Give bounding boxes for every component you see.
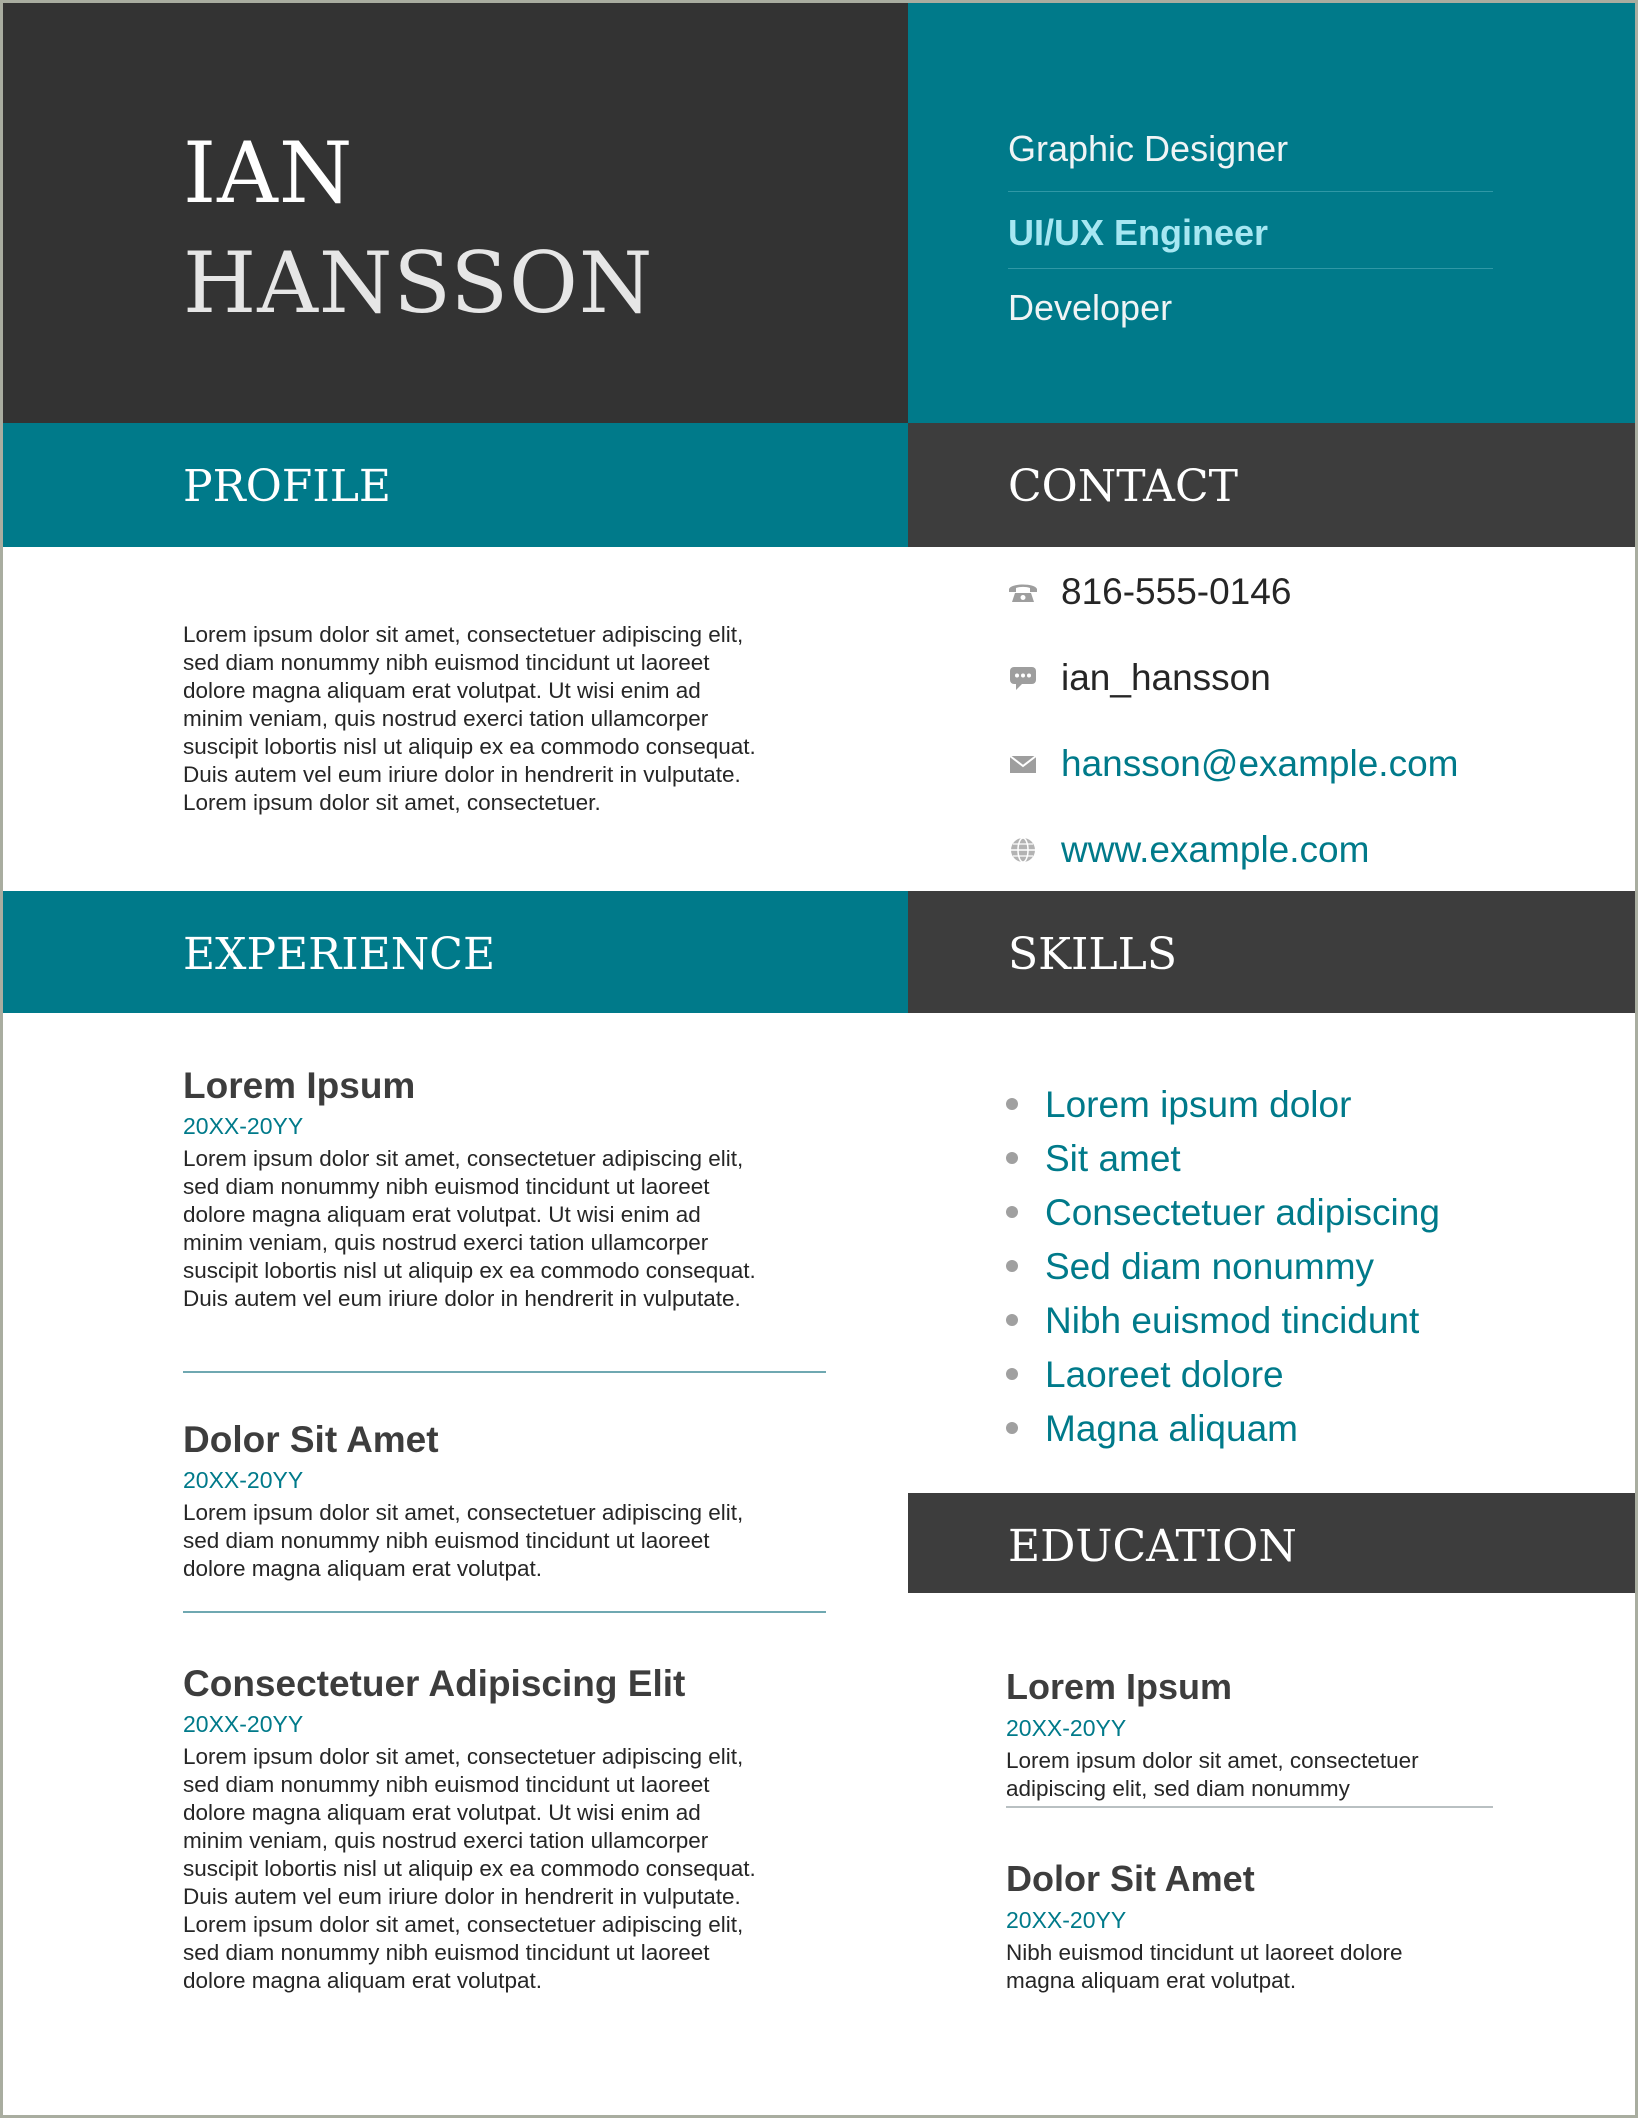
profile-text bbox=[183, 621, 823, 817]
skill-label: Lorem ipsum dolor bbox=[1045, 1083, 1352, 1125]
skills-heading: SKILLS bbox=[1008, 929, 1177, 980]
description-line: minim veniam, quis nostrud exerci tation ullamcorper bbox=[183, 1828, 709, 1853]
title-divider bbox=[1008, 268, 1493, 269]
education-description bbox=[1006, 1747, 1506, 1803]
job-date: 20XX-20YY bbox=[183, 1467, 304, 1493]
bullet-icon bbox=[1006, 1422, 1018, 1434]
skill-item bbox=[1006, 1239, 1440, 1293]
job-date: 20XX-20YY bbox=[183, 1113, 304, 1139]
description-line: Duis autem vel eum iriure dolor in hendrerit in vulputate. bbox=[183, 1286, 741, 1311]
skill-item bbox=[1006, 1293, 1440, 1347]
description-line: Lorem ipsum dolor sit amet, consectetuer adipiscing elit, bbox=[183, 1744, 744, 1769]
contact-website[interactable] bbox=[1006, 831, 1369, 868]
experience-divider bbox=[183, 1611, 826, 1613]
title-ui-ux-engineer: UI/UX Engineer bbox=[1008, 212, 1269, 253]
skill-item bbox=[1006, 1131, 1440, 1185]
contact-header-bar bbox=[908, 423, 1635, 547]
globe-icon bbox=[1006, 835, 1040, 865]
contact-handle bbox=[1006, 659, 1271, 696]
last-name: HANSSON bbox=[183, 234, 654, 332]
skill-item bbox=[1006, 1185, 1440, 1239]
job-title: Lorem Ipsum bbox=[183, 1065, 416, 1106]
job-description bbox=[183, 1145, 823, 1313]
profile-line: dolore magna aliquam erat volutpat. Ut wisi enim ad bbox=[183, 678, 701, 703]
job-date: 20XX-20YY bbox=[183, 1711, 304, 1737]
job-title: Dolor Sit Amet bbox=[183, 1419, 439, 1460]
description-line: suscipit lobortis nisl ut aliquip ex ea commodo consequat. bbox=[183, 1258, 756, 1283]
skill-label: Magna aliquam bbox=[1045, 1407, 1298, 1449]
education-title: Lorem Ipsum bbox=[1006, 1666, 1233, 1707]
chat-icon bbox=[1006, 663, 1040, 693]
description-line: dolore magna aliquam erat volutpat. Ut wisi enim ad bbox=[183, 1800, 701, 1825]
description-line: sed diam nonummy nibh euismod tincidunt ut laoreet bbox=[183, 1528, 710, 1553]
bullet-icon bbox=[1006, 1152, 1018, 1164]
profile-heading: PROFILE bbox=[183, 461, 392, 512]
description-line: Lorem ipsum dolor sit amet, consectetuer adipiscing elit, bbox=[183, 1500, 744, 1525]
chat-handle: ian_hansson bbox=[1061, 657, 1271, 698]
education-title: Dolor Sit Amet bbox=[1006, 1858, 1255, 1899]
education-date: 20XX-20YY bbox=[1006, 1715, 1127, 1741]
title-graphic-designer: Graphic Designer bbox=[1008, 128, 1289, 169]
description-line: Lorem ipsum dolor sit amet, consectetuer adipiscing elit, bbox=[183, 1146, 744, 1171]
job-description bbox=[183, 1743, 823, 1995]
profile-line: sed diam nonummy nibh euismod tincidunt ut laoreet bbox=[183, 650, 710, 675]
education-heading: EDUCATION bbox=[1008, 1521, 1297, 1572]
description-line: Nibh euismod tincidunt ut laoreet dolore bbox=[1006, 1940, 1403, 1965]
description-line: sed diam nonummy nibh euismod tincidunt ut laoreet bbox=[183, 1772, 710, 1797]
description-line: minim veniam, quis nostrud exerci tation ullamcorper bbox=[183, 1230, 709, 1255]
education-divider bbox=[1006, 1806, 1493, 1808]
education-description bbox=[1006, 1939, 1506, 1995]
phone-number: 816-555-0146 bbox=[1061, 571, 1292, 612]
skill-label: Laoreet dolore bbox=[1045, 1353, 1284, 1395]
job-titles-panel bbox=[908, 3, 1635, 423]
skill-item bbox=[1006, 1401, 1440, 1455]
name-header bbox=[3, 3, 908, 423]
experience-heading: EXPERIENCE bbox=[183, 929, 496, 980]
contact-heading: CONTACT bbox=[1008, 461, 1238, 512]
skill-label: Sed diam nonummy bbox=[1045, 1245, 1375, 1287]
job-title: Consectetuer Adipiscing Elit bbox=[183, 1663, 686, 1704]
skill-label: Nibh euismod tincidunt bbox=[1045, 1299, 1420, 1341]
description-line: suscipit lobortis nisl ut aliquip ex ea commodo consequat. bbox=[183, 1856, 756, 1881]
description-line: Lorem ipsum dolor sit amet, consectetuer adipiscing elit, bbox=[183, 1912, 744, 1937]
description-line: dolore magna aliquam erat volutpat. Ut wisi enim ad bbox=[183, 1202, 701, 1227]
description-line: Duis autem vel eum iriure dolor in hendrerit in vulputate. bbox=[183, 1884, 741, 1909]
profile-line: Duis autem vel eum iriure dolor in hendrerit in vulputate. bbox=[183, 762, 741, 787]
description-line: adipiscing elit, sed diam nonummy bbox=[1006, 1776, 1350, 1801]
education-date: 20XX-20YY bbox=[1006, 1907, 1127, 1933]
profile-line: Lorem ipsum dolor sit amet, consectetuer adipiscing elit, bbox=[183, 622, 744, 647]
email-link[interactable]: hansson@example.com bbox=[1061, 743, 1459, 784]
skill-item bbox=[1006, 1077, 1440, 1131]
skills-header-bar bbox=[908, 891, 1635, 1013]
title-developer: Developer bbox=[1008, 287, 1173, 328]
bullet-icon bbox=[1006, 1206, 1018, 1218]
profile-header-bar bbox=[3, 423, 908, 547]
skill-item bbox=[1006, 1347, 1440, 1401]
website-link[interactable]: www.example.com bbox=[1061, 829, 1370, 870]
bullet-icon bbox=[1006, 1260, 1018, 1272]
description-line: sed diam nonummy nibh euismod tincidunt ut laoreet bbox=[183, 1174, 710, 1199]
skills-list bbox=[1006, 1077, 1440, 1455]
job-description bbox=[183, 1499, 823, 1583]
contact-email[interactable] bbox=[1006, 745, 1458, 782]
profile-line: Lorem ipsum dolor sit amet, consectetuer. bbox=[183, 790, 601, 815]
mail-icon bbox=[1006, 749, 1040, 779]
profile-line: suscipit lobortis nisl ut aliquip ex ea commodo consequat. bbox=[183, 734, 756, 759]
skill-label: Sit amet bbox=[1045, 1137, 1181, 1179]
education-header-bar bbox=[908, 1493, 1635, 1593]
experience-header-bar bbox=[3, 891, 908, 1013]
bullet-icon bbox=[1006, 1314, 1018, 1326]
phone-icon bbox=[1006, 577, 1040, 607]
description-line: sed diam nonummy nibh euismod tincidunt ut laoreet bbox=[183, 1940, 710, 1965]
resume-page bbox=[3, 3, 1635, 2115]
bullet-icon bbox=[1006, 1098, 1018, 1110]
bullet-icon bbox=[1006, 1368, 1018, 1380]
first-name: IAN bbox=[183, 124, 354, 222]
description-line: dolore magna aliquam erat volutpat. bbox=[183, 1968, 542, 1993]
description-line: Lorem ipsum dolor sit amet, consectetuer bbox=[1006, 1748, 1419, 1773]
description-line: magna aliquam erat volutpat. bbox=[1006, 1968, 1297, 1993]
description-line: dolore magna aliquam erat volutpat. bbox=[183, 1556, 542, 1581]
skill-label: Consectetuer adipiscing bbox=[1045, 1191, 1440, 1233]
contact-phone bbox=[1006, 573, 1291, 610]
profile-line: minim veniam, quis nostrud exerci tation ullamcorper bbox=[183, 706, 709, 731]
title-divider bbox=[1008, 191, 1493, 192]
experience-divider bbox=[183, 1371, 826, 1373]
